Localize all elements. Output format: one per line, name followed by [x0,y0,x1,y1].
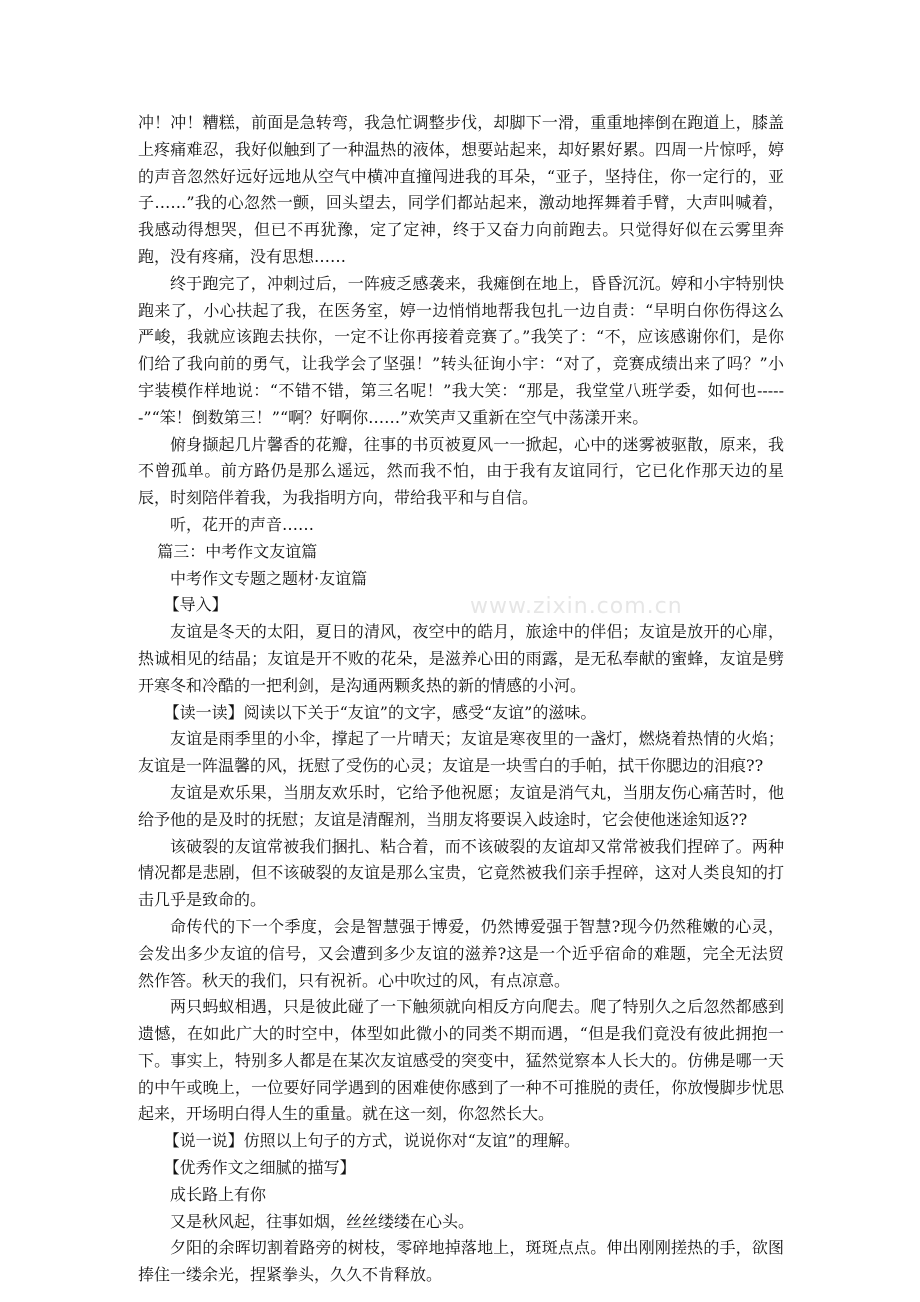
paragraph-friendship-fruit: 友谊是欢乐果，当朋友欢乐时，它给予他祝愿；友谊是消气丸，当朋友伤心痛苦时，他给予他的是及时的抚慰；友谊是清醒剂，当朋友将要误入歧途时，它会使他迷途知返?? [138,782,784,829]
section-subtitle: 中考作文专题之题材·友谊篇 [170,568,368,588]
paragraph-race-fall: 冲！冲！糟糕，前面是急转弯，我急忙调整步伐，却脚下一滑，重重地摔倒在跑道上，膝盖上疼痛难忍，我好似触到了一种温热的液体，想要站起来，却好累好累。四周一片惊呼，婷的声音忽然好远好远地从空气中横冲直撞闯进我的耳朵，“亚子，坚持住，你一定行的，亚子……”我的心忽然一颤，回头望去，同学们都站起来，激动地挥舞着手臂，大声叫喊着，我感动得想哭，但已不再犹豫，定了定神，终于又奋力向前跑去。只觉得好似在云雾里奔跑，没有疼痛，没有思想…… [138,113,784,266]
paragraph-sunset: 夕阳的余晖切割着路旁的树枝，零碎地掉落地上，斑斑点点。伸出刚刚搓热的手，欲图捧住一缕余光，捏紧拳头，久久不肯释放。 [138,1238,784,1285]
paragraph-after-race: 终于跑完了，冲刺过后，一阵疲乏感袭来，我瘫倒在地上，昏昏沉沉。婷和小宇特别快跑来了，小心扶起了我，在医务室，婷一边悄悄地帮我包扎一边自责：“早明白你伤得这么严峻，我就应该跑去扶你，一定不让你再接着竞赛了。”我笑了：“不，应该感谢你们，是你们给了我向前的勇气，让我学会了坚强！”转头征询小宇：“对了，竞赛成绩出来了吗？”小宇装模作样地说：“不错不错，第三名呢！”我大笑：“那是，我堂堂八班学委，如何也------”“笨！倒数第三！”“啊？好啊你……”欢笑声又重新在空气中荡漾开来。 [138,273,784,427]
paragraph-two-ants: 两只蚂蚁相遇，只是彼此碰了一下触须就向相反方向爬去。爬了特别久之后忽然都感到遗憾，在如此广大的时空中，体型如此微小的同类不期而遇，“但是我们竟没有彼此拥抱一下。事实上，特别多人都是在某次友谊感受的突变中，猛然觉察本人长大的。仿佛是哪一天的中午或晚上，一位要好同学遇到的困难使你感到了一种不可推脱的责任，你放慢脚步忧思起来，开场明白得人生的重量。就在这一刻，你忽然长大。 [138,997,784,1124]
paragraph-friendship-umbrella: 友谊是雨季里的小伞，撑起了一片晴天；友谊是寒夜里的一盏灯，燃烧着热情的火焰；友谊是一阵温馨的风，抚慰了受伤的心灵；友谊是一块雪白的手帕，拭干你腮边的泪痕?? [138,729,784,776]
document-body [138,110,784,1289]
paragraph-listen: 听，花开的声音…… [170,514,315,534]
watermark-text: www.zixin.com.cn [470,594,683,619]
paragraph-next-season: 命传代的下一个季度，会是智慧强于博爱，仍然博爱强于智慧?现今仍然稚嫩的心灵，会发出多少友谊的信号，又会遭到多少友谊的滋养?这是一个近乎宿命的难题，完全无法贸然作答。秋天的我们，只有祝祈。心中吹过的风，有点凉意。 [138,916,784,990]
section-heading: 篇三：中考作文友谊篇 [157,541,318,561]
paragraph-intro: 友谊是冬天的太阳，夏日的清风，夜空中的皓月，旅途中的伴侣；友谊是放开的心扉，热诚相见的结晶；友谊是开不败的花朵，是滋养心田的雨露，是无私奉献的蜜蜂，友谊是劈开寒冬和冷酷的一把利剑，是沟通两颗炙热的新的情感的小河。 [138,622,784,695]
label-say: 【说一说】仿照以上句子的方式，说说你对“友谊”的理解。 [163,1131,580,1151]
essay-title: 成长路上有你 [170,1184,267,1204]
label-intro: 【导入】 [163,595,228,615]
paragraph-petals: 俯身撷起几片馨香的花瓣，往事的书页被夏风一一掀起，心中的迷雾被驱散，原来，我不曾孤单。前方路仍是那么遥远，然而我不怕，由于我有友谊同行，它已化作那天边的星辰，时刻陪伴着我，为我指明方向，带给我平和与自信。 [138,434,784,508]
paragraph-autumn-wind: 又是秋风起，往事如烟，丝丝缕缕在心头。 [170,1211,475,1231]
label-excellent-essay: 【优秀作文之细腻的描写】 [163,1158,356,1178]
label-read: 【读一读】阅读以下关于“友谊”的文字，感受“友谊”的滋味。 [163,702,597,722]
paragraph-broken-friendship: 该破裂的友谊常被我们捆扎、粘合着，而不该破裂的友谊却又常常被我们捏碎了。两种情况都是悲剧，但不该破裂的友谊是那么宝贵，它竟然被我们亲手捏碎，这对人类良知的打击几乎是致命的。 [138,836,784,910]
